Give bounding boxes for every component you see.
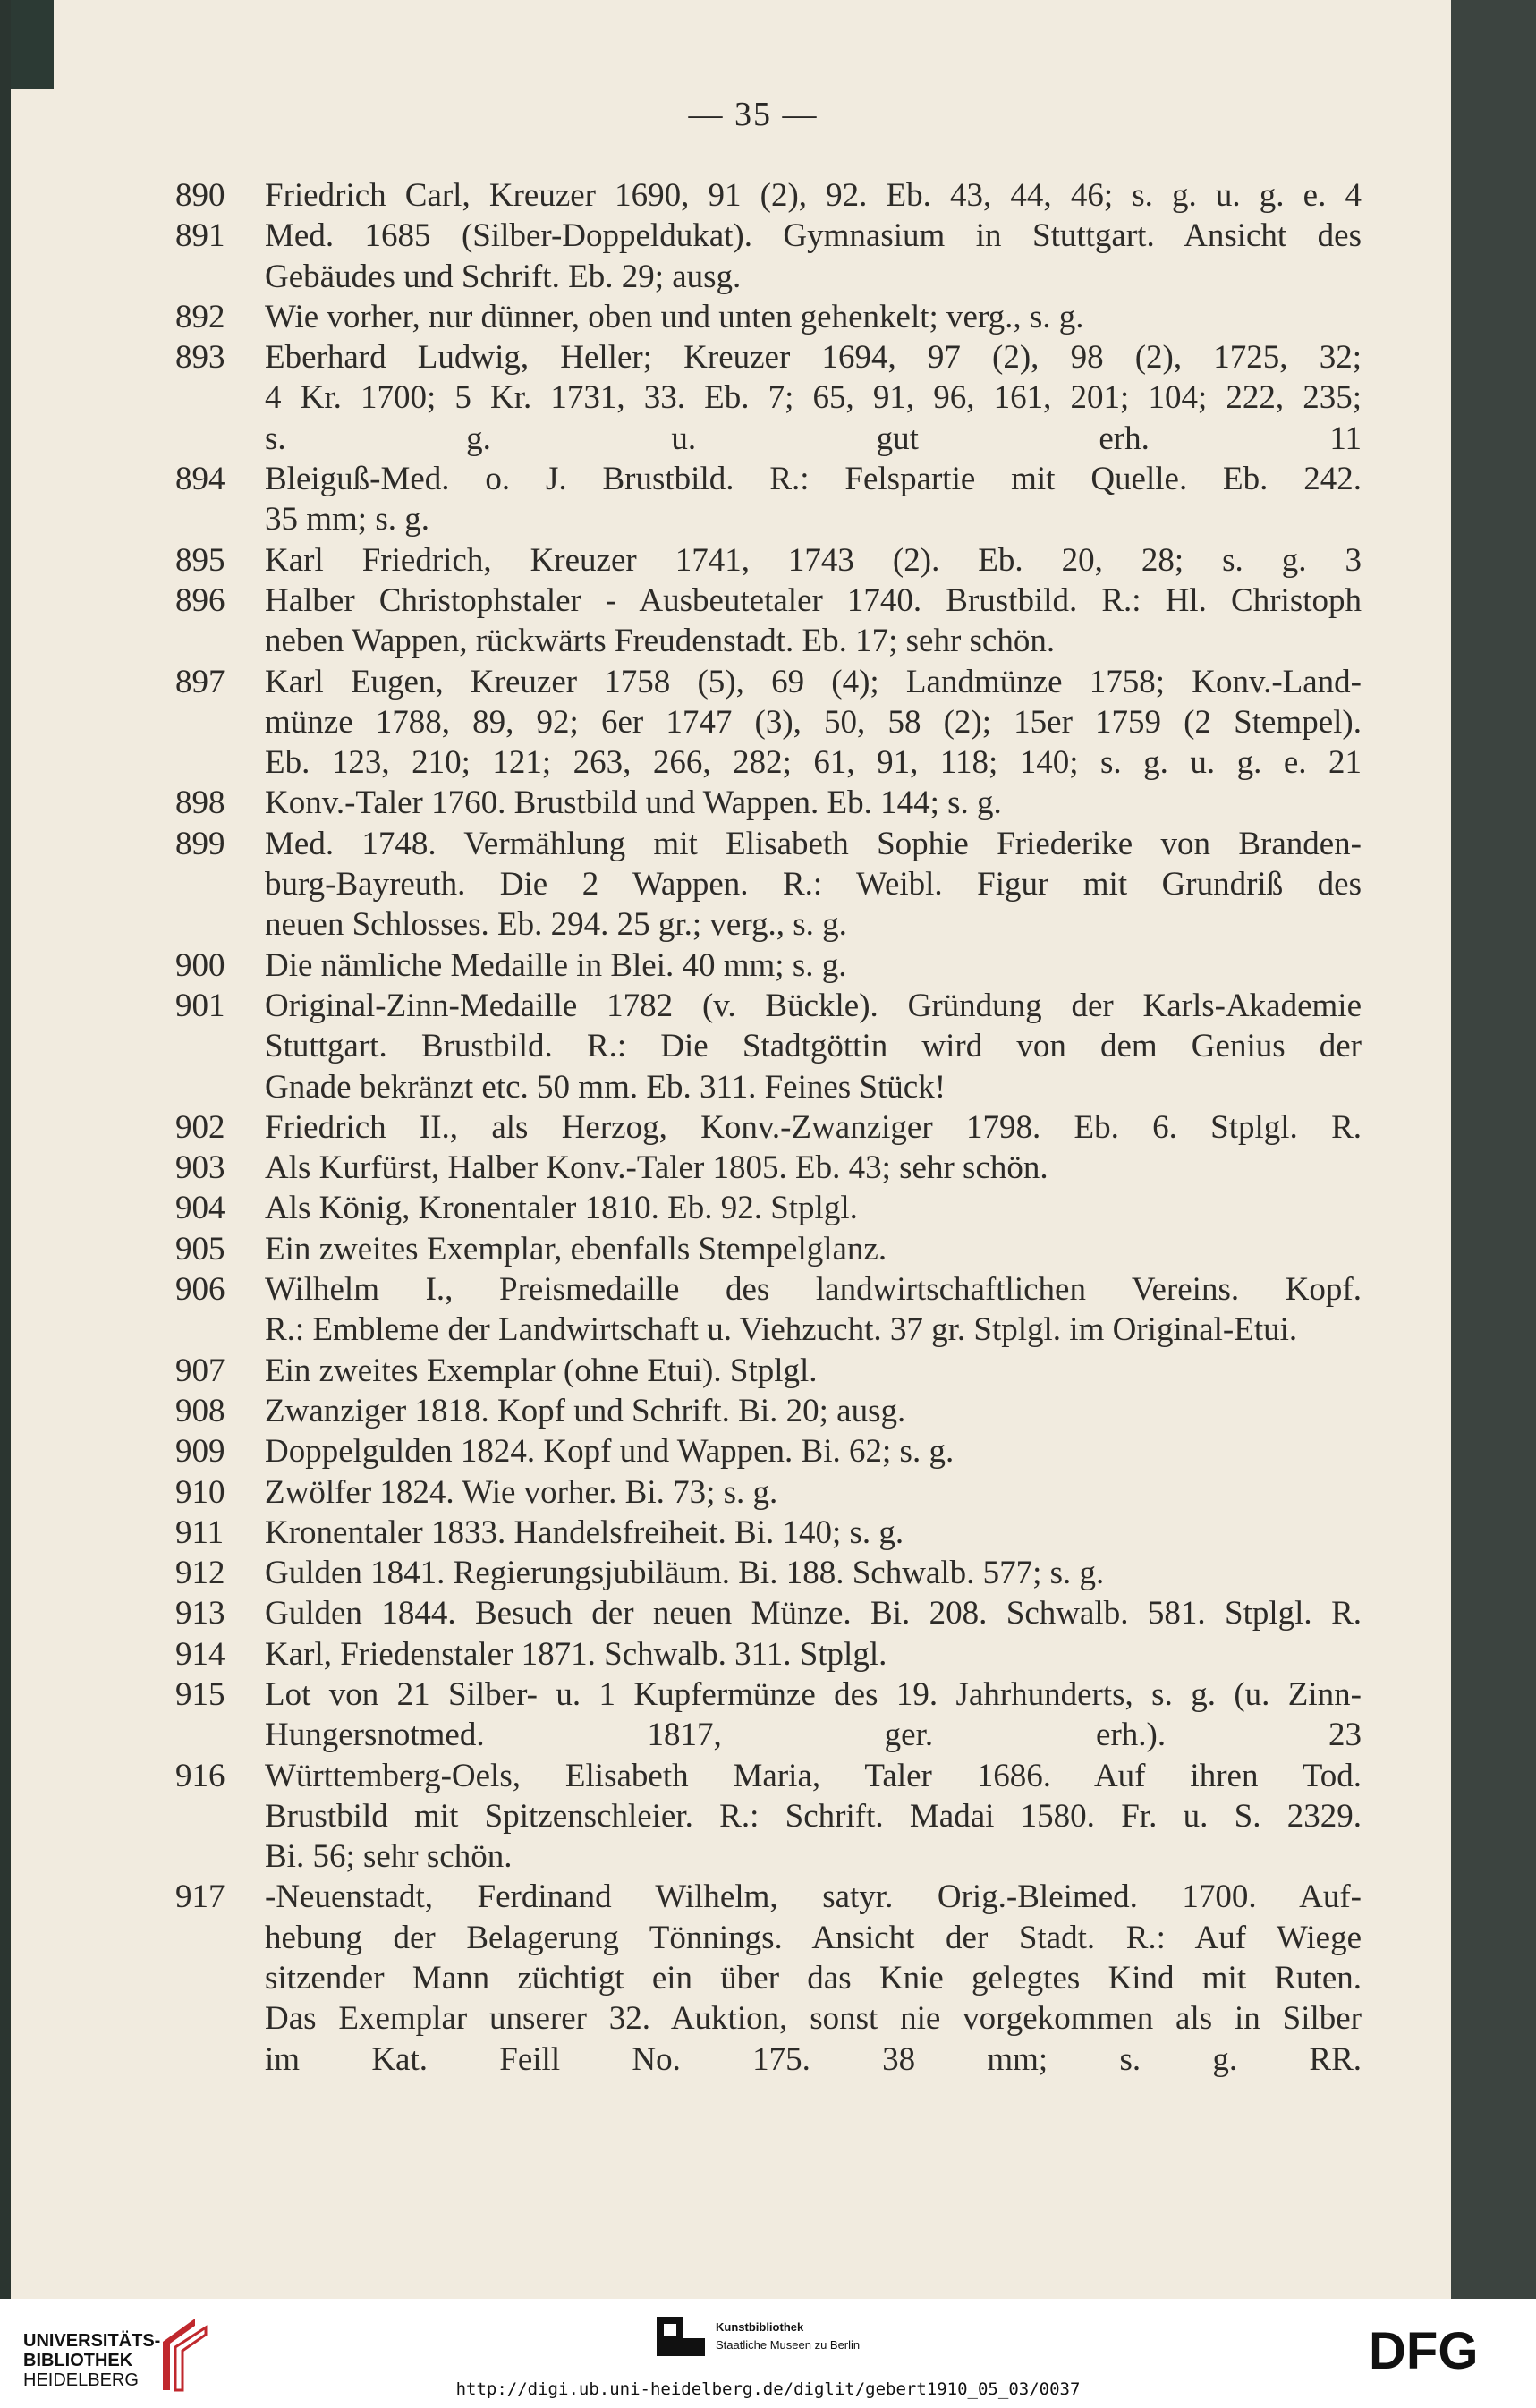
entry-line: im Kat. Feill No. 175. 38 mm; s. g. RR.: [265, 2040, 1362, 2078]
entry-number: 905: [175, 1230, 225, 1268]
entry-line: Ein zweites Exemplar, ebenfalls Stempelglanz.: [265, 1230, 887, 1268]
entry-number: 898: [175, 784, 225, 822]
entry-number: 894: [175, 461, 225, 498]
entry-number: 903: [175, 1149, 225, 1187]
entry-text: [265, 1756, 1362, 1878]
catalog-entry: [11, 945, 1460, 986]
catalog-entry: [11, 175, 1460, 216]
entry-text: [265, 945, 1362, 986]
scanned-page: [11, 0, 1460, 2299]
entry-number: 901: [175, 987, 225, 1024]
entry-text: [265, 662, 1362, 784]
entry-line: Hungersnotmed. 1817, ger. erh.). 23: [265, 1717, 1362, 1754]
entry-line: Stuttgart. Brustbild. R.: Die Stadtgöttin wird von dem Genius der: [265, 1028, 1362, 1065]
entry-line: Als Kurfürst, Halber Konv.-Taler 1805. Eb. 43; sehr schön.: [265, 1149, 1048, 1187]
catalog-entry: [11, 1431, 1460, 1471]
catalog-entry: [11, 1188, 1460, 1228]
permalink-url[interactable]: http://digi.ub.uni-heidelberg.de/diglit/gebert1910_05_03/0037: [455, 2379, 1081, 2399]
entry-text: [265, 1431, 1362, 1471]
entry-number: 899: [175, 825, 225, 862]
entry-text: [265, 1107, 1362, 1148]
entry-line: Med. 1748. Vermählung mit Elisabeth Sophie Friederike von Branden-: [265, 825, 1362, 862]
entry-line: Lot von 21 Silber- u. 1 Kupfermünze des 19. Jahrhunderts, s. g. (u. Zinn-: [265, 1675, 1362, 1713]
entry-text: [265, 1351, 1362, 1391]
catalog-entries: [11, 175, 1460, 2080]
entry-number: 912: [175, 1555, 225, 1592]
entry-text: [265, 1877, 1362, 2079]
catalog-entry: [11, 581, 1460, 662]
page-number: — 35 —: [688, 96, 819, 133]
entry-line: burg-Bayreuth. Die 2 Wappen. R.: Weibl. Figur mit Grundriß des: [265, 866, 1362, 903]
entry-line: Wie vorher, nur dünner, oben und unten gehenkelt; verg., s. g.: [265, 298, 1084, 335]
entry-line: Gebäudes und Schrift. Eb. 29; ausg.: [265, 258, 742, 295]
catalog-entry: [11, 1675, 1460, 1756]
entry-line: münze 1788, 89, 92; 6er 1747 (3), 50, 58 (2); 15er 1759 (2 Stempel).: [265, 703, 1362, 741]
scan-border: [1451, 0, 1536, 2299]
entry-line: Gulden 1841. Regierungsjubiläum. Bi. 188. Schwalb. 577; s. g.: [265, 1555, 1105, 1592]
entry-number: 916: [175, 1757, 225, 1794]
entry-number: 907: [175, 1352, 225, 1389]
entry-text: [265, 459, 1362, 540]
entry-line: R.: Embleme der Landwirtschaft u. Viehzucht. 37 gr. Stplgl. im Original-Etui.: [265, 1311, 1298, 1349]
catalog-entry: [11, 986, 1460, 1107]
entry-line: Friedrich Carl, Kreuzer 1690, 91 (2), 92. Eb. 43, 44, 46; s. g. u. g. e. 4: [265, 177, 1362, 214]
entry-number: 914: [175, 1635, 225, 1673]
catalog-entry: [11, 1472, 1460, 1513]
entry-number: 911: [175, 1513, 225, 1551]
entry-line: Doppelgulden 1824. Kopf und Wappen. Bi. 62; s. g.: [265, 1433, 955, 1471]
entry-number: 900: [175, 946, 225, 984]
entry-text: [265, 783, 1362, 823]
entry-number: 902: [175, 1108, 225, 1146]
entry-line: 35 mm; s. g.: [265, 501, 429, 538]
entry-text: [265, 824, 1362, 945]
entry-text: [265, 540, 1362, 581]
catalog-entry: [11, 1148, 1460, 1188]
entry-text: [265, 1634, 1362, 1675]
entry-line: s. g. u. gut erh. 11: [265, 420, 1362, 457]
catalog-entry: [11, 1391, 1460, 1431]
catalog-entry: [11, 1351, 1460, 1391]
catalog-entry: [11, 1229, 1460, 1269]
entry-number: 897: [175, 663, 225, 700]
entry-line: Gulden 1844. Besuch der neuen Münze. Bi. 208. Schwalb. 581. Stplgl. R.: [265, 1595, 1362, 1632]
entry-text: [265, 1472, 1362, 1513]
entry-line: Bi. 56; sehr schön.: [265, 1838, 513, 1876]
entry-line: Württemberg-Oels, Elisabeth Maria, Taler 1686. Auf ihren Tod.: [265, 1757, 1362, 1794]
entry-text: [265, 1593, 1362, 1633]
entry-text: [265, 986, 1362, 1107]
entry-text: [265, 1513, 1362, 1553]
entry-line: Gnade bekränzt etc. 50 mm. Eb. 311. Feines Stück!: [265, 1068, 946, 1106]
kunstbibliothek-logo-icon: [657, 2317, 707, 2363]
entry-number: 917: [175, 1878, 225, 1916]
kunstbibliothek-label[interactable]: Kunstbibliothek Staatliche Museen zu Berlin: [716, 2320, 861, 2352]
entry-line: neben Wappen, rückwärts Freudenstadt. Eb. 17; sehr schön.: [265, 623, 1056, 660]
catalog-entry: [11, 1553, 1460, 1593]
catalog-entry: [11, 459, 1460, 540]
catalog-entry: [11, 662, 1460, 784]
entry-text: [265, 581, 1362, 662]
entry-text: [265, 216, 1362, 297]
entry-line: Karl, Friedenstaler 1871. Schwalb. 311. Stplgl.: [265, 1635, 887, 1673]
entry-line: Original-Zinn-Medaille 1782 (v. Bückle). Gründung der Karls-Akademie: [265, 987, 1362, 1024]
entry-text: [265, 1188, 1362, 1228]
entry-number: 908: [175, 1392, 225, 1429]
entry-number: 895: [175, 541, 225, 579]
catalog-entry: [11, 540, 1460, 581]
entry-line: Bleiguß-Med. o. J. Brustbild. R.: Felspartie mit Quelle. Eb. 242.: [265, 461, 1362, 498]
entry-line: Ein zweites Exemplar (ohne Etui). Stplgl.: [265, 1352, 818, 1389]
entry-text: [265, 1553, 1362, 1593]
catalog-entry: [11, 1634, 1460, 1675]
entry-text: [265, 297, 1362, 337]
footer-bar: [0, 2299, 1536, 2408]
entry-text: [265, 1391, 1362, 1431]
catalog-entry: [11, 337, 1460, 459]
entry-number: 891: [175, 217, 225, 255]
ub-heidelberg-wordmark[interactable]: UNIVERSITÄTS- BIBLIOTHEK HEIDELBERG: [23, 2331, 161, 2390]
entry-line: Zwanziger 1818. Kopf und Schrift. Bi. 20; ausg.: [265, 1392, 906, 1429]
entry-number: 913: [175, 1595, 225, 1632]
entry-text: [265, 1675, 1362, 1756]
entry-line: Friedrich II., als Herzog, Konv.-Zwanziger 1798. Eb. 6. Stplgl. R.: [265, 1108, 1362, 1146]
entry-number: 909: [175, 1433, 225, 1471]
catalog-entry: [11, 1513, 1460, 1553]
entry-line: Eberhard Ludwig, Heller; Kreuzer 1694, 97 (2), 98 (2), 1725, 32;: [265, 339, 1362, 377]
entry-line: Das Exemplar unserer 32. Auktion, sonst nie vorgekommen als in Silber: [265, 2000, 1362, 2038]
entry-line: sitzender Mann züchtigt ein über das Knie gelegtes Kind mit Ruten.: [265, 1960, 1362, 1997]
entry-text: [265, 175, 1362, 216]
dfg-logo-text: DFG: [1369, 2326, 1479, 2376]
catalog-entry: [11, 1269, 1460, 1351]
entry-number: 906: [175, 1271, 225, 1309]
binding-edge: [11, 0, 54, 89]
entry-line: Karl Eugen, Kreuzer 1758 (5), 69 (4); Landmünze 1758; Konv.-Land-: [265, 663, 1362, 700]
catalog-entry: [11, 1107, 1460, 1148]
catalog-entry: [11, 1756, 1460, 1878]
entry-text: [265, 337, 1362, 459]
entry-number: 893: [175, 339, 225, 377]
entry-line: Brustbild mit Spitzenschleier. R.: Schrift. Madai 1580. Fr. u. S. 2329.: [265, 1797, 1362, 1835]
entry-line: 4 Kr. 1700; 5 Kr. 1731, 33. Eb. 7; 65, 91, 96, 161, 201; 104; 222, 235;: [265, 379, 1362, 417]
dfg-logo-icon: [1369, 2326, 1521, 2376]
catalog-entry: [11, 824, 1460, 945]
catalog-entry: [11, 1877, 1460, 2079]
entry-line: Zwölfer 1824. Wie vorher. Bi. 73; s. g.: [265, 1473, 778, 1511]
entry-line: -Neuenstadt, Ferdinand Wilhelm, satyr. Orig.-Bleimed. 1700. Auf-: [265, 1878, 1362, 1916]
entry-number: 892: [175, 298, 225, 335]
entry-number: 915: [175, 1675, 225, 1713]
catalog-entry: [11, 1593, 1460, 1633]
entry-number: 910: [175, 1473, 225, 1511]
entry-line: hebung der Belagerung Tönnings. Ansicht der Stadt. R.: Auf Wiege: [265, 1919, 1362, 1956]
catalog-entry: [11, 783, 1460, 823]
entry-line: Als König, Kronentaler 1810. Eb. 92. Stplgl.: [265, 1190, 858, 1227]
entry-line: Eb. 123, 210; 121; 263, 266, 282; 61, 91, 118; 140; s. g. u. g. e. 21: [265, 744, 1362, 782]
entry-line: Kronentaler 1833. Handelsfreiheit. Bi. 140; s. g.: [265, 1513, 904, 1551]
entry-line: Karl Friedrich, Kreuzer 1741, 1743 (2). Eb. 20, 28; s. g. 3: [265, 541, 1362, 579]
entry-text: [265, 1148, 1362, 1188]
entry-text: [265, 1269, 1362, 1351]
entry-text: [265, 1229, 1362, 1269]
entry-line: Konv.-Taler 1760. Brustbild und Wappen. Eb. 144; s. g.: [265, 784, 1002, 822]
entry-line: Die nämliche Medaille in Blei. 40 mm; s. g.: [265, 946, 847, 984]
catalog-entry: [11, 297, 1460, 337]
entry-line: Med. 1685 (Silber-Doppeldukat). Gymnasium in Stuttgart. Ansicht des: [265, 217, 1362, 255]
entry-line: Wilhelm I., Preismedaille des landwirtschaftlichen Vereins. Kopf.: [265, 1271, 1362, 1309]
entry-line: Halber Christophstaler - Ausbeutetaler 1740. Brustbild. R.: Hl. Christoph: [265, 581, 1362, 619]
entry-number: 896: [175, 581, 225, 619]
catalog-entry: [11, 216, 1460, 297]
entry-number: 904: [175, 1190, 225, 1227]
entry-number: 890: [175, 177, 225, 214]
entry-line: neuen Schlosses. Eb. 294. 25 gr.; verg., s. g.: [265, 906, 847, 944]
